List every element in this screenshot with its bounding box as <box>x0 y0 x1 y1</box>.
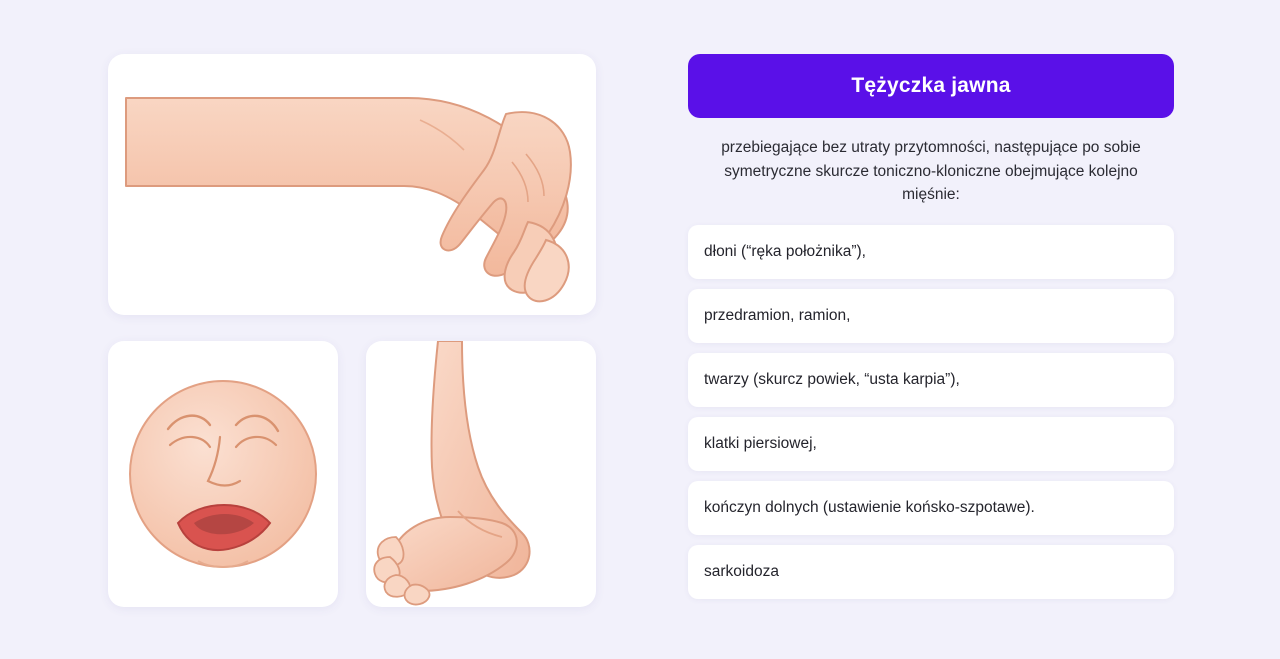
content-panel <box>688 54 1174 599</box>
panel-title: Tężyczka jawna <box>688 54 1174 118</box>
list-item-label: sarkoidoza <box>704 562 779 580</box>
equinovarus-foot-illustration <box>366 341 596 607</box>
list-item <box>688 353 1174 407</box>
symptom-list <box>688 225 1174 599</box>
illustration-column <box>108 54 596 607</box>
list-item <box>688 417 1174 471</box>
list-item <box>688 481 1174 535</box>
list-item-label: kończyn dolnych (ustawienie końsko-szpotawe). <box>704 498 1035 516</box>
list-item-label: przedramion, ramion, <box>704 306 851 324</box>
list-item <box>688 289 1174 343</box>
list-item <box>688 545 1174 599</box>
list-item-label: twarzy (skurcz powiek, “usta karpia”), <box>704 370 960 388</box>
carp-mouth-face-illustration <box>108 341 338 607</box>
list-item <box>688 225 1174 279</box>
panel-intro-text: przebiegające bez utraty przytomności, następujące po sobie symetryczne skurcze toniczno-kloniczne obejmujące kolejno mięśnie: <box>721 139 1141 204</box>
list-item-label: klatki piersiowej, <box>704 434 817 452</box>
obstetrician-hand-illustration <box>108 54 596 315</box>
list-item-label: dłoni (“ręka położnika”), <box>704 242 866 260</box>
